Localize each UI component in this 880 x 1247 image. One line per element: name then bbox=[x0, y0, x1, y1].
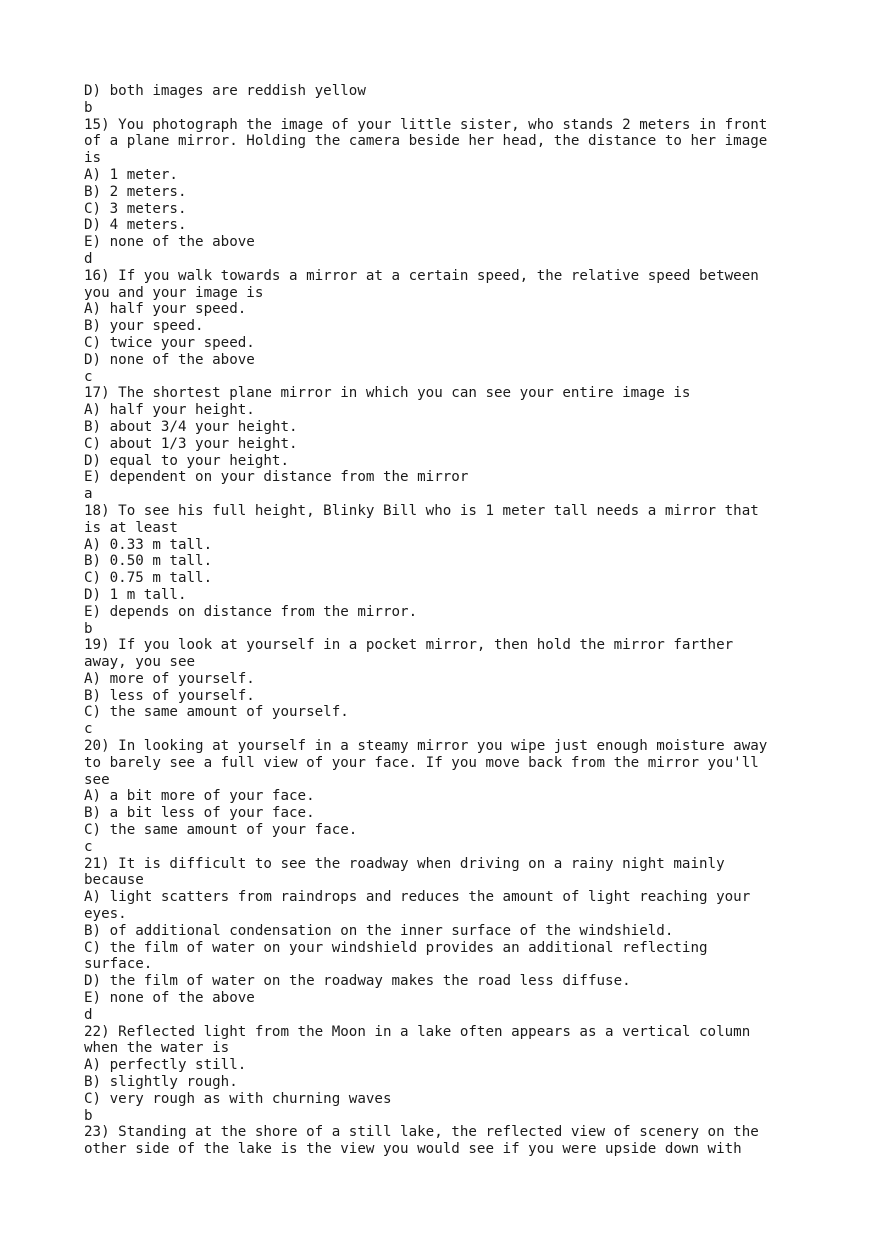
text-line: B) of additional condensation on the inner surface of the windshield. bbox=[84, 922, 674, 939]
text-line: A) perfectly still. bbox=[84, 1057, 247, 1074]
text-line: see bbox=[84, 771, 110, 788]
text-line: 23) Standing at the shore of a still lake, the reflected view of scenery on the bbox=[84, 1124, 759, 1141]
text-line: D) none of the above bbox=[84, 351, 255, 368]
text-line: C) 0.75 m tall. bbox=[84, 570, 213, 587]
text-line: B) slightly rough. bbox=[84, 1074, 238, 1091]
text-line: when the water is bbox=[84, 1040, 230, 1057]
text-line: other side of the lake is the view you would see if you were upside down with bbox=[84, 1141, 742, 1158]
text-line: A) more of yourself. bbox=[84, 670, 255, 687]
text-line: of a plane mirror. Holding the camera beside her head, the distance to her image bbox=[84, 133, 768, 150]
text-line: b bbox=[84, 1107, 93, 1124]
text-line: A) 0.33 m tall. bbox=[84, 536, 213, 553]
text-line: E) none of the above bbox=[84, 234, 255, 251]
text-line: C) very rough as with churning waves bbox=[84, 1090, 392, 1107]
text-line: B) your speed. bbox=[84, 318, 204, 335]
text-line: 17) The shortest plane mirror in which you can see your entire image is bbox=[84, 385, 691, 402]
text-line: D) equal to your height. bbox=[84, 452, 289, 469]
text-line: is bbox=[84, 150, 102, 167]
text-line: A) 1 meter. bbox=[84, 166, 178, 183]
text-line: B) 0.50 m tall. bbox=[84, 553, 213, 570]
text-line: 16) If you walk towards a mirror at a certain speed, the relative speed between bbox=[84, 267, 759, 284]
text-line: eyes. bbox=[84, 906, 127, 923]
text-line: b bbox=[84, 99, 93, 116]
text-line: E) dependent on your distance from the mirror bbox=[84, 469, 469, 486]
text-line: C) about 1/3 your height. bbox=[84, 435, 298, 452]
document-page bbox=[84, 83, 804, 1158]
text-line: 22) Reflected light from the Moon in a lake often appears as a vertical column bbox=[84, 1023, 751, 1040]
text-line: you and your image is bbox=[84, 284, 264, 301]
text-line: away, you see bbox=[84, 654, 196, 671]
text-line: D) 1 m tall. bbox=[84, 586, 187, 603]
text-line: B) about 3/4 your height. bbox=[84, 418, 298, 435]
text-line: 21) It is difficult to see the roadway when driving on a rainy night mainly bbox=[84, 855, 725, 872]
text-line: C) the same amount of yourself. bbox=[84, 704, 349, 721]
text-line: A) half your height. bbox=[84, 402, 255, 419]
text-line: 20) In looking at yourself in a steamy mirror you wipe just enough moisture away bbox=[84, 738, 768, 755]
text-line: A) a bit more of your face. bbox=[84, 788, 315, 805]
text-line: 15) You photograph the image of your little sister, who stands 2 meters in front bbox=[84, 116, 768, 133]
text-line: E) depends on distance from the mirror. bbox=[84, 603, 418, 620]
text-line: d bbox=[84, 1006, 93, 1023]
text-line: C) twice your speed. bbox=[84, 334, 255, 351]
text-line: a bbox=[84, 486, 93, 503]
text-line: A) half your speed. bbox=[84, 301, 247, 318]
text-line: C) the same amount of your face. bbox=[84, 822, 358, 839]
text-line: D) the film of water on the roadway makes the road less diffuse. bbox=[84, 973, 631, 990]
text-line: d bbox=[84, 250, 93, 267]
text-line: to barely see a full view of your face. If you move back from the mirror you'll bbox=[84, 754, 759, 771]
text-line: C) the film of water on your windshield provides an additional reflecting bbox=[84, 939, 708, 956]
text-line: is at least bbox=[84, 519, 178, 536]
text-line: because bbox=[84, 872, 144, 889]
text-line: c bbox=[84, 368, 93, 385]
text-line: B) less of yourself. bbox=[84, 687, 255, 704]
text-line: surface. bbox=[84, 956, 153, 973]
text-line: 19) If you look at yourself in a pocket mirror, then hold the mirror farther bbox=[84, 637, 734, 654]
text-line: D) both images are reddish yellow bbox=[84, 83, 366, 99]
text-line: c bbox=[84, 721, 93, 738]
text-line: E) none of the above bbox=[84, 990, 255, 1007]
text-line: A) light scatters from raindrops and reduces the amount of light reaching your bbox=[84, 889, 751, 906]
text-line: b bbox=[84, 620, 93, 637]
text-line: c bbox=[84, 838, 93, 855]
text-line: D) 4 meters. bbox=[84, 217, 187, 234]
text-line: C) 3 meters. bbox=[84, 200, 187, 217]
text-line: B) 2 meters. bbox=[84, 183, 187, 200]
text-line: B) a bit less of your face. bbox=[84, 805, 315, 822]
text-line: 18) To see his full height, Blinky Bill who is 1 meter tall needs a mirror that bbox=[84, 502, 759, 519]
